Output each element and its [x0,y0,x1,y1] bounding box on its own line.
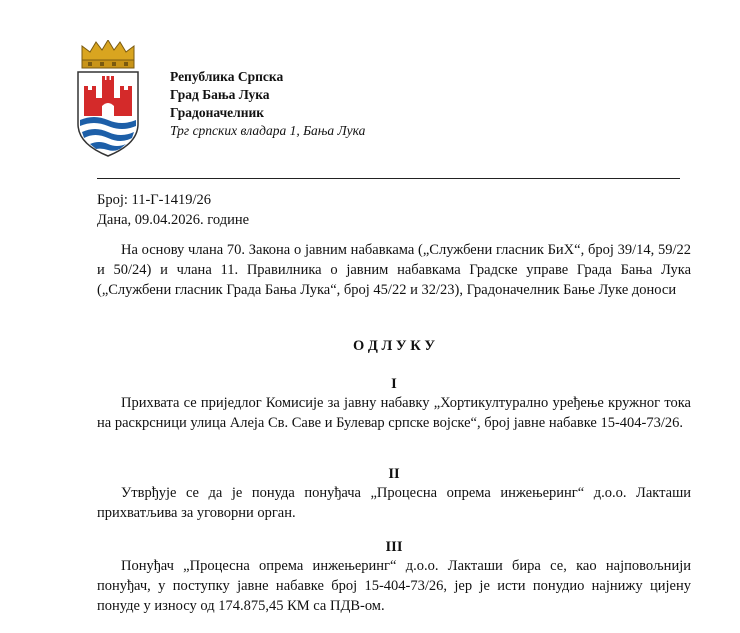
document-date: Дана, 09.04.2026. године [97,212,250,228]
section-text-1: Прихвата се приједлог Комисије за јавну набавку „Хортикултурално уређење кружног тока на раскрсници улица Алеја Св. Саве и Булевар српске војске“, број јавне набавке 15-404-73/26. [97,395,691,431]
section-numeral-3: III [385,539,403,555]
section-numeral-1: I [391,376,397,392]
preamble-paragraph: На основу члана 70. Закона о јавним набавкама („Службени гласник БиХ“, број 39/14, 59/22 и 50/24) и члана 11. Правилника о јавним набавкама Градске управе Града Бања Лука („Службени гласник Града Бања Лука“, број 45/22 и 32/23), Градоначелник Бање Луке доноси [97,242,691,298]
issuer-address: Трг српских владара 1, Бања Лука [170,123,366,138]
issuer-line-office: Градоначелник [170,105,265,120]
header-divider [97,178,680,179]
document-number: Број: 11-Г-1419/26 [97,192,212,208]
issuer-line-republic: Република Српска [170,69,284,84]
coat-of-arms-icon [72,40,144,158]
issuer-block [170,68,365,140]
issuer-line-city: Град Бања Лука [170,87,270,102]
section-text-3: Понуђач „Процесна опрема инжењеринг“ д.о.о. Лакташи бира се, као најповољнији понуђач, у поступку јавне набавке број 15-404-73/26, јер је исти понудио најнижу цијену понуде у износу од 174.875,45 КМ са ПДВ-ом. [97,558,691,614]
decision-title: О Д Л У К У [353,338,435,354]
section-text-2: Утврђује се да је понуда понуђача „Процесна опрема инжењеринг“ д.о.о. Лакташи прихватљива за уговорни орган. [97,485,691,521]
document-meta [97,190,249,230]
section-numeral-2: II [388,466,400,482]
